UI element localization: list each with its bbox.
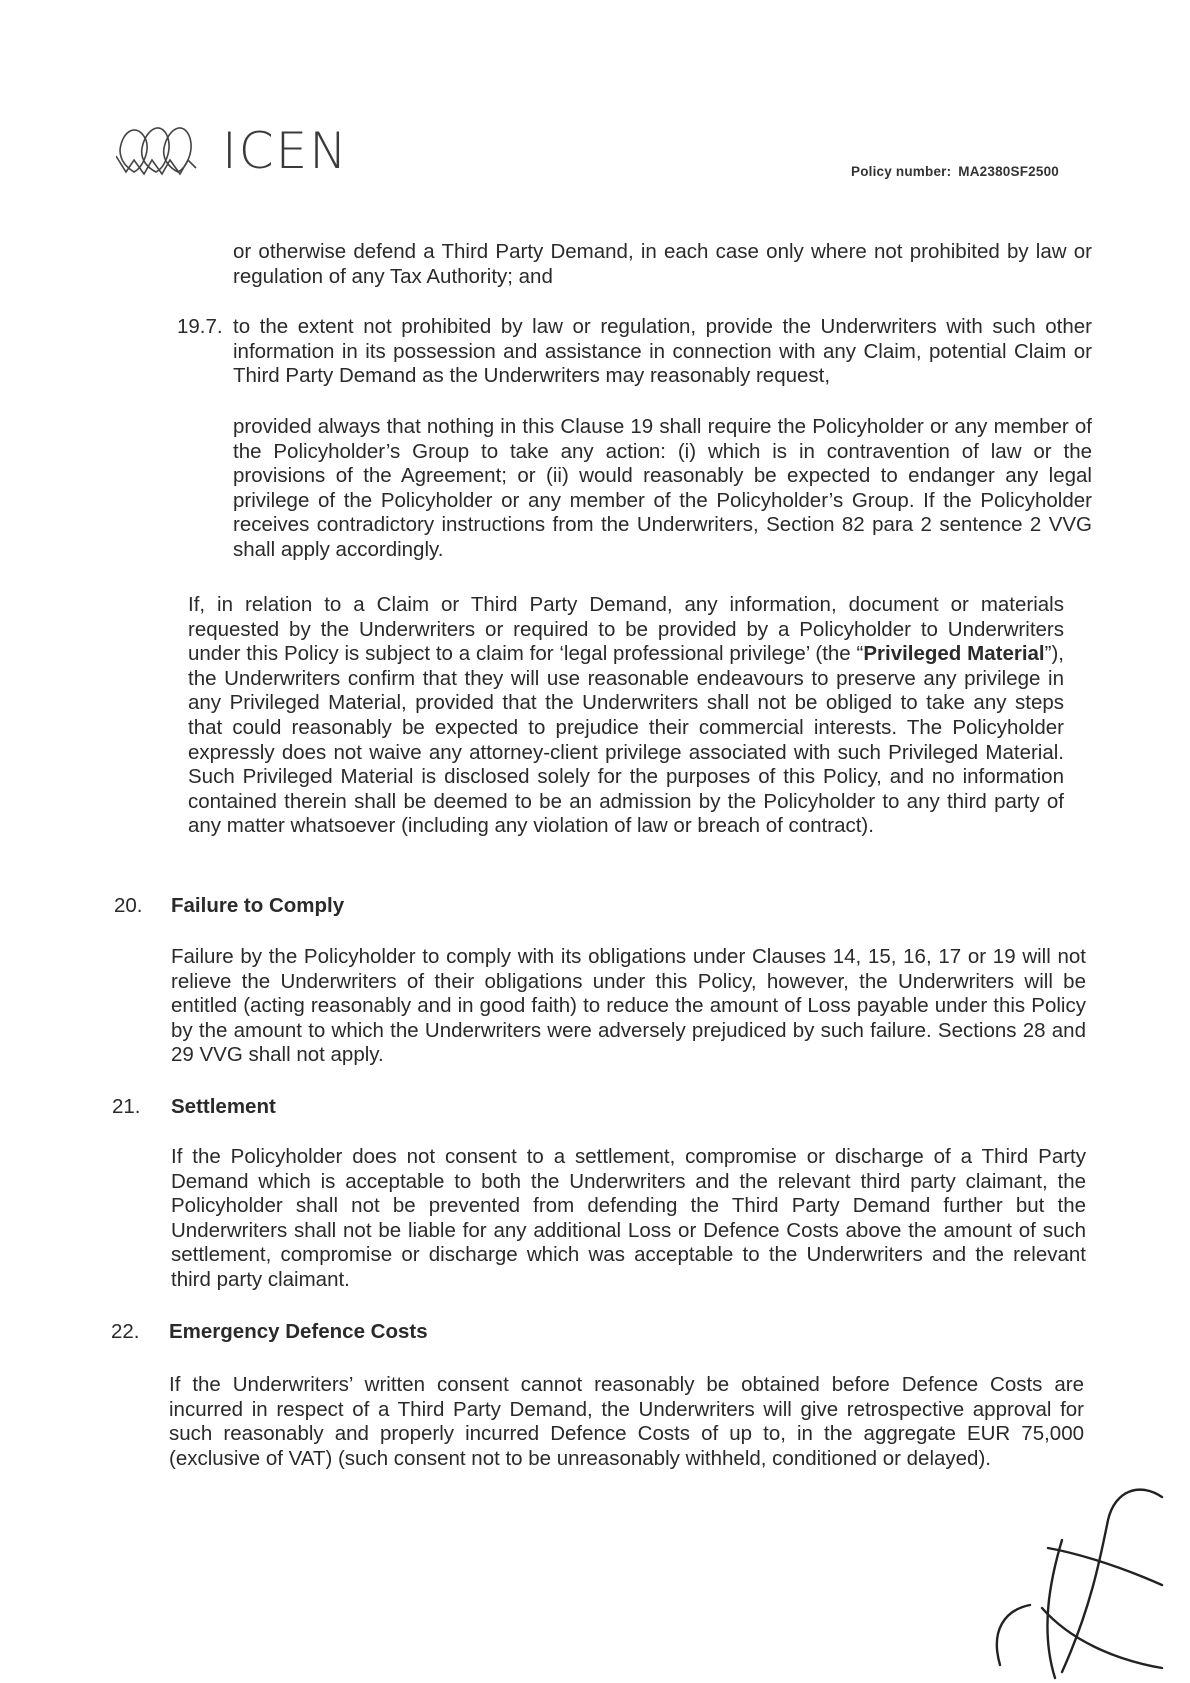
policy-number-value: MA2380SF2500 [958, 164, 1059, 179]
section-21-text: If the Policyholder does not consent to a settlement, compromise or discharge of a Third Party Demand which is acceptable to both the Underwriters and the relevant third party claimant, the Policyholder shall not be prevented from defending the Third Party Demand further but the Underwriters shall not be liable for any additional Loss or Defence Costs above the amount of such settlement, compromise or discharge which was acceptable to the Underwriters and the relevant third party claimant. [171, 1145, 1086, 1291]
section-22-title: Emergency Defence Costs [169, 1320, 428, 1343]
clause-19-7-text: to the extent not prohibited by law or regulation, provide the Underwriters with such other information in its possession and assistance in connection with any Claim, potential Claim or Third Party Demand as the Underwriters may reasonably request, [233, 315, 1092, 388]
clause-19-7-number: 19.7. [177, 315, 223, 338]
section-22-number: 22. [111, 1320, 140, 1343]
logo-text: ICEN [222, 122, 349, 180]
section-22-text: If the Underwriters’ written consent cannot reasonably be obtained before Defence Costs are incurred in respect of a Third Party Demand, the Underwriters will give retrospective approval for such reasonably and properly incurred Defence Costs of up to, in the aggregate EUR 75,000 (exclusive of VAT) (such consent not to be unreasonably withheld, conditioned or delayed). [169, 1373, 1084, 1470]
section-20-title: Failure to Comply [171, 894, 345, 917]
section-21-title: Settlement [171, 1095, 276, 1118]
privileged-material-term: Privileged Material [863, 642, 1045, 666]
section-20-text: Failure by the Policyholder to comply with its obligations under Clauses 14, 15, 16, 17 or 19 will not relieve the Underwriters of their obligations under this Policy, however, the Underwriters will be entitled (acting reasonably and in good faith) to reduce the amount of Loss payable under this Policy by the amount to which the Underwriters were adversely prejudiced by such failure. Sections 28 and 29 VVG shall not apply. [171, 945, 1086, 1067]
policy-number-label: Policy number: [851, 164, 952, 179]
continuation-paragraph: or otherwise defend a Third Party Demand, in each case only where not prohibited by law or regulation of any Tax Authority; and [233, 240, 1092, 288]
section-21-number: 21. [112, 1095, 141, 1118]
privilege-text-end: ”), the Underwriters confirm that they will use reasonable endeavours to preserve any privilege in any Privileged Material, provided that the Underwriters shall not be obliged to take any steps that could reasonably be expected to prejudice their commercial interests. The Policyholder expressly does not waive any attorney-client privilege associated with such Privileged Material. Such Privileged Material is disclosed solely for the purposes of this Policy, and no information contained therein shall be deemed to be an admission by the Policyholder to any third party of any matter whatsoever (including any violation of law or breach of contract). [188, 642, 1064, 838]
proviso-paragraph: provided always that nothing in this Clause 19 shall require the Policyholder or any member of the Policyholder’s Group to take any action: (i) which is in contravention of law or the provisions of the Agreement; or (ii) would reasonably be expected to endanger any legal privilege of the Policyholder or any member of the Policyholder’s Group. If the Policyholder receives contradictory instructions from the Underwriters, Section 82 para 2 sentence 2 VVG shall apply accordingly. [233, 415, 1092, 561]
privilege-text-start: If, in relation to a Claim or Third Party Demand, any information, document or materials requested by the Underwriters or required to be provided by a Policyholder to Underwriters under this Policy is subject to a claim for ‘legal professional privilege’ (the “ [188, 593, 1064, 666]
section-20-number: 20. [114, 894, 143, 917]
